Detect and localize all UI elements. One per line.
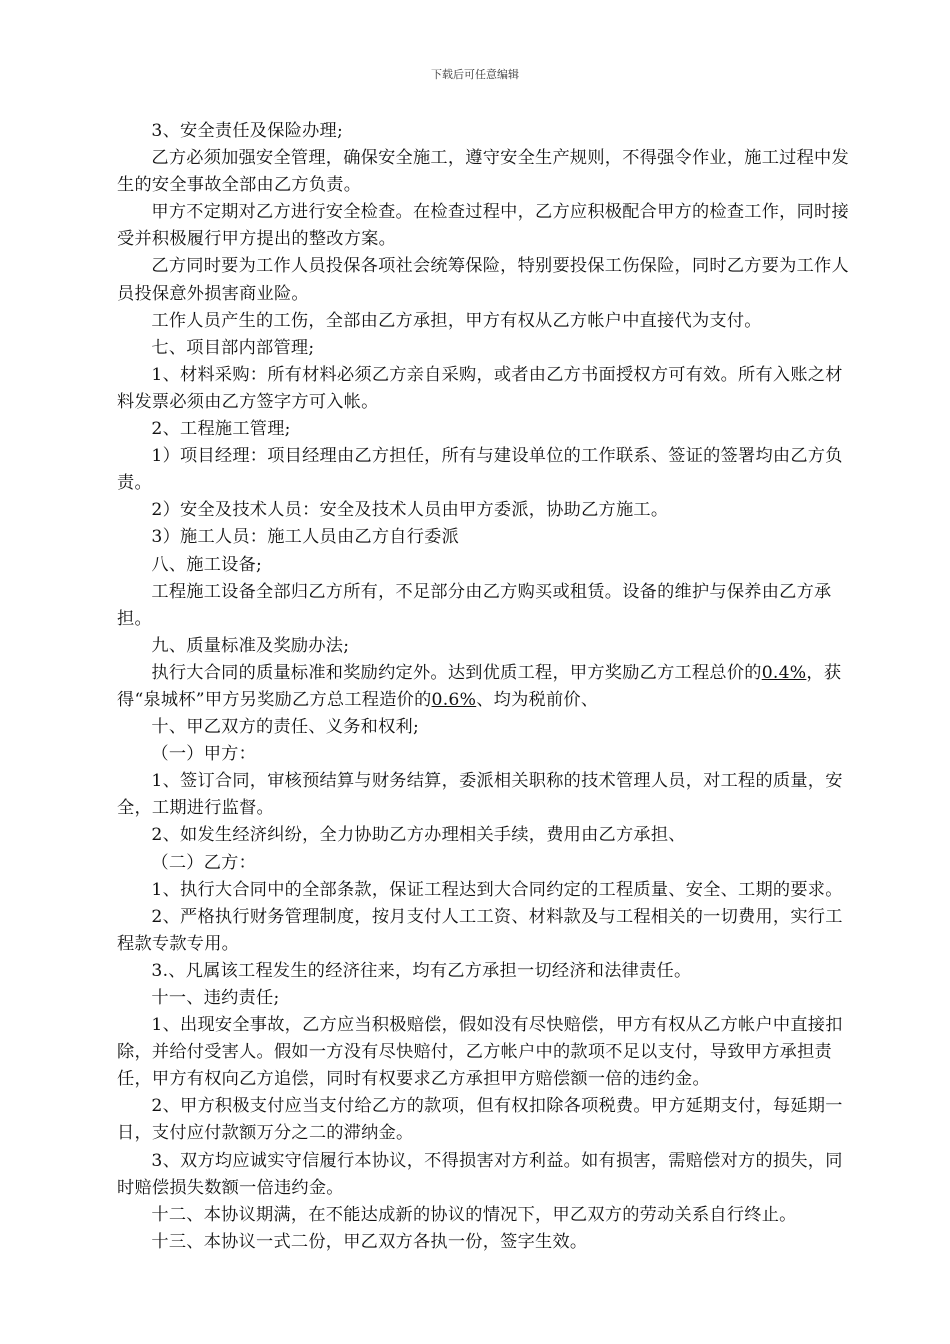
paragraph: 乙方同时要为工作人员投保各项社会统筹保险，特别要投保工伤保险，同时乙方要为工作人员投保意外损害商业险。 <box>117 256 849 304</box>
paragraph: 3、安全责任及保险办理; <box>151 121 343 141</box>
paragraph: 3、双方均应诚实守信履行本协议，不得损害对方利益。如有损害，需赔偿对方的损失，同时赔偿损失数额一倍违约金。 <box>117 1150 843 1198</box>
paragraph: 2）安全及技术人员：安全及技术人员由甲方委派，协助乙方施工。 <box>151 500 669 521</box>
reward-percent-2: 0.6% <box>431 689 477 710</box>
paragraph: 1）项目经理：项目经理由乙方担任，所有与建设单位的工作联系、签证的签署均由乙方负责。 <box>117 446 843 494</box>
paragraph: 2、甲方积极支付应当支付给乙方的款项，但有权扣除各项税费。甲方延期支付，每延期一日，支付应付款额万分之二的滞纳金。 <box>117 1096 843 1144</box>
document-body <box>117 118 849 1256</box>
paragraph: 1、材料采购：所有材料必须乙方亲自采购，或者由乙方书面授权方可有效。所有入账之材料发票必须由乙方签字方可入帐。 <box>117 364 843 412</box>
paragraph: 甲方不定期对乙方进行安全检查。在检查过程中，乙方应积极配合甲方的检查工作，同时接受并积极履行甲方提出的整改方案。 <box>117 202 849 250</box>
paragraph: 3.、凡属该工程发生的经济往来，均有乙方承担一切经济和法律责任。 <box>151 960 692 981</box>
reward-text: 执行大合同的质量标准和奖励约定外。达到优质工程，甲方奖励乙方工程总价的 <box>151 662 762 683</box>
section-heading: 七、项目部内部管理; <box>151 337 315 358</box>
paragraph: 工程施工设备全部归乙方所有，不足部分由乙方购买或租赁。设备的维护与保养由乙方承担。 <box>117 581 832 629</box>
section-heading: 九、质量标准及奖励办法; <box>151 635 350 656</box>
section-heading: 十一、违约责任; <box>151 988 280 1008</box>
paragraph: 工作人员产生的工伤，全部由乙方承担，甲方有权从乙方帐户中直接代为支付。 <box>151 310 762 331</box>
section-heading: 十、甲乙双方的责任、义务和权利; <box>151 717 419 738</box>
paragraph: 2、工程施工管理; <box>151 419 291 440</box>
paragraph: 1、出现安全事故，乙方应当积极赔偿，假如没有尽快赔偿，甲方有权从乙方帐户中直接扣除，并给付受害人。假如一方没有尽快赔付，乙方帐户中的款项不足以支付，导致甲方承担责任，甲方有权向乙方追偿，同时有权要求乙方承担甲方赔偿额一倍的违约金。 <box>117 1015 843 1090</box>
section-heading: 八、施工设备; <box>151 554 263 575</box>
paragraph: 乙方必须加强安全管理，确保安全施工，遵守安全生产规则，不得强令作业，施工过程中发生的安全事故全部由乙方负责。 <box>117 148 849 196</box>
paragraph: 1、执行大合同中的全部条款，保证工程达到大合同约定的工程质量、安全、工期的要求。 <box>151 879 843 900</box>
reward-text: ，获得“泉城杯”甲方另奖励乙方总工程造价的 <box>117 662 842 710</box>
page-header: 下载后可任意编辑 <box>431 68 519 81</box>
paragraph: 3）施工人员：施工人员由乙方自行委派 <box>151 527 460 548</box>
party-heading: （一）甲方： <box>151 744 257 765</box>
party-heading: （二）乙方： <box>151 852 257 873</box>
paragraph: 2、严格执行财务管理制度，按月支付人工工资、材料款及与工程相关的一切费用，实行工程款专款专用。 <box>117 906 843 954</box>
reward-paragraph <box>117 660 849 714</box>
reward-text: 、均为税前价、 <box>476 689 599 710</box>
paragraph: 2、如发生经济纠纷，全力协助乙方办理相关手续，费用由乙方承担、 <box>151 825 686 846</box>
paragraph: 十三、本协议一式二份，甲乙双方各执一份，签字生效。 <box>151 1231 588 1252</box>
reward-percent-1: 0.4% <box>761 662 807 683</box>
paragraph: 1、签订合同，审核预结算与财务结算，委派相关职称的技术管理人员，对工程的质量，安全，工期进行监督。 <box>117 771 843 819</box>
paragraph: 十二、本协议期满，在不能达成新的协议的情况下，甲乙双方的劳动关系自行终止。 <box>151 1204 797 1225</box>
